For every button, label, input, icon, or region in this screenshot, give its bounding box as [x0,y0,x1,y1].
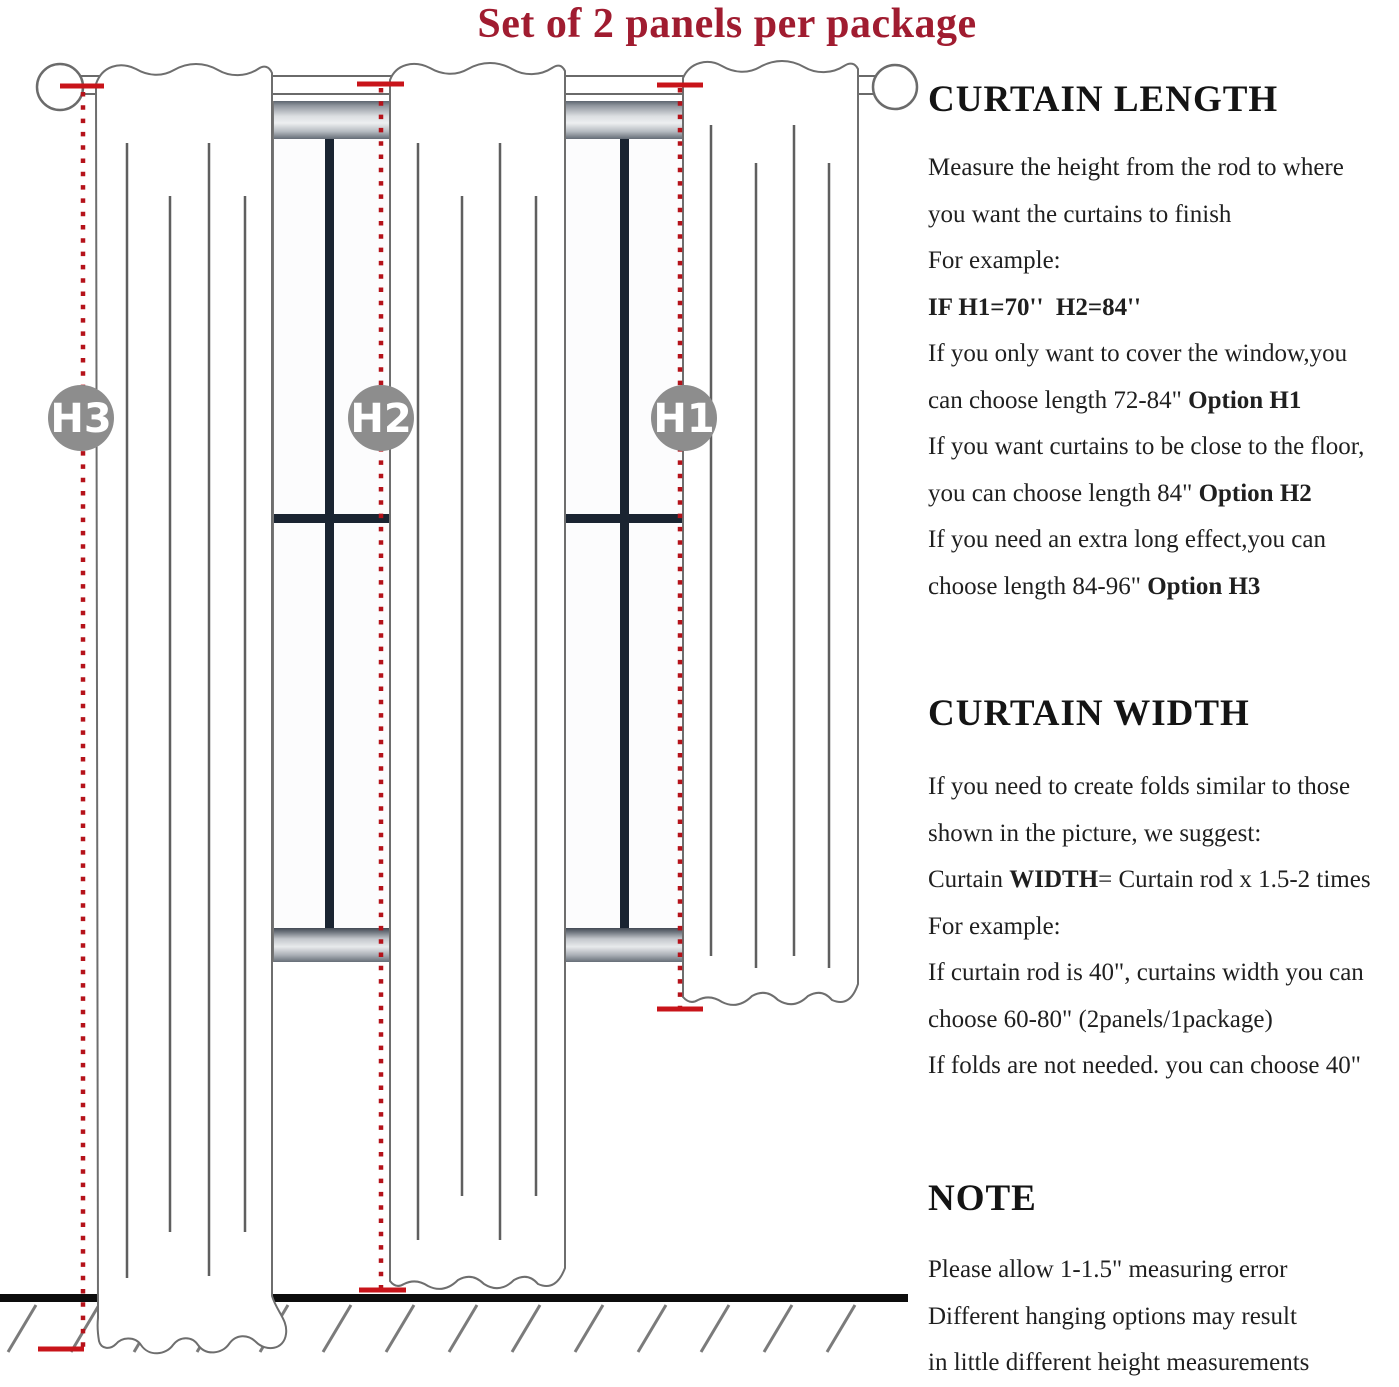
page-title: Set of 2 panels per package [477,1,977,47]
curtain-length-heading: CURTAIN LENGTH [928,79,1279,120]
text-line: Measure the height from the rod to where [928,154,1344,181]
curtain-length-body [928,145,1364,610]
note-heading: NOTE [928,1178,1037,1219]
text-line: If you need to create folds similar to those [928,773,1351,800]
text-line: Please allow 1-1.5" measuring error [928,1256,1288,1283]
rod-finial-right-icon [873,65,917,109]
text-line: For example: [928,247,1061,274]
text-line: choose 60-80" (2panels/1package) [928,1005,1273,1033]
curtain-width-heading: CURTAIN WIDTH [928,693,1250,734]
label-h1 [651,385,717,451]
note-body [928,1247,1309,1387]
text-line: shown in the picture, we suggest: [928,819,1262,847]
curtain-width-body [928,764,1371,1090]
text-line: Curtain WIDTH= Curtain rod x 1.5-2 times [928,866,1371,893]
text-line: If you only want to cover the window,you [928,340,1348,367]
window-mullion-left [325,139,334,928]
measure-line-h3 [38,86,104,1354]
text-line: in little different height measurements [928,1349,1310,1376]
label-h3-text: H3 [50,396,112,442]
info-column [928,0,1398,1382]
text-line: Different hanging options may result [928,1302,1297,1330]
text-line: If you want curtains to be close to the floor, [928,433,1365,460]
label-h3 [48,385,114,451]
curtain-panel-h1 [683,61,858,1005]
text-line: you want the curtains to finish [928,200,1232,228]
text-line: If folds are not needed. you can choose 40" [928,1052,1361,1079]
text-line: choose length 84-96" Option H3 [928,572,1261,600]
text-line: can choose length 72-84" Option H1 [928,386,1302,414]
label-h1-text: H1 [653,396,715,442]
text-line: you can choose length 84" Option H2 [928,479,1312,507]
label-h2 [348,385,414,451]
text-line: IF H1=70'' H2=84'' [928,293,1141,321]
curtain-panel-h2 [390,63,565,1289]
window-mullion-right [620,139,629,928]
text-line: If you need an extra long effect,you can [928,526,1326,553]
curtain-panel-h3 [96,64,286,1353]
label-h2-text: H2 [350,396,412,442]
text-line: If curtain rod is 40", curtains width you can [928,959,1364,986]
text-line: For example: [928,912,1061,940]
